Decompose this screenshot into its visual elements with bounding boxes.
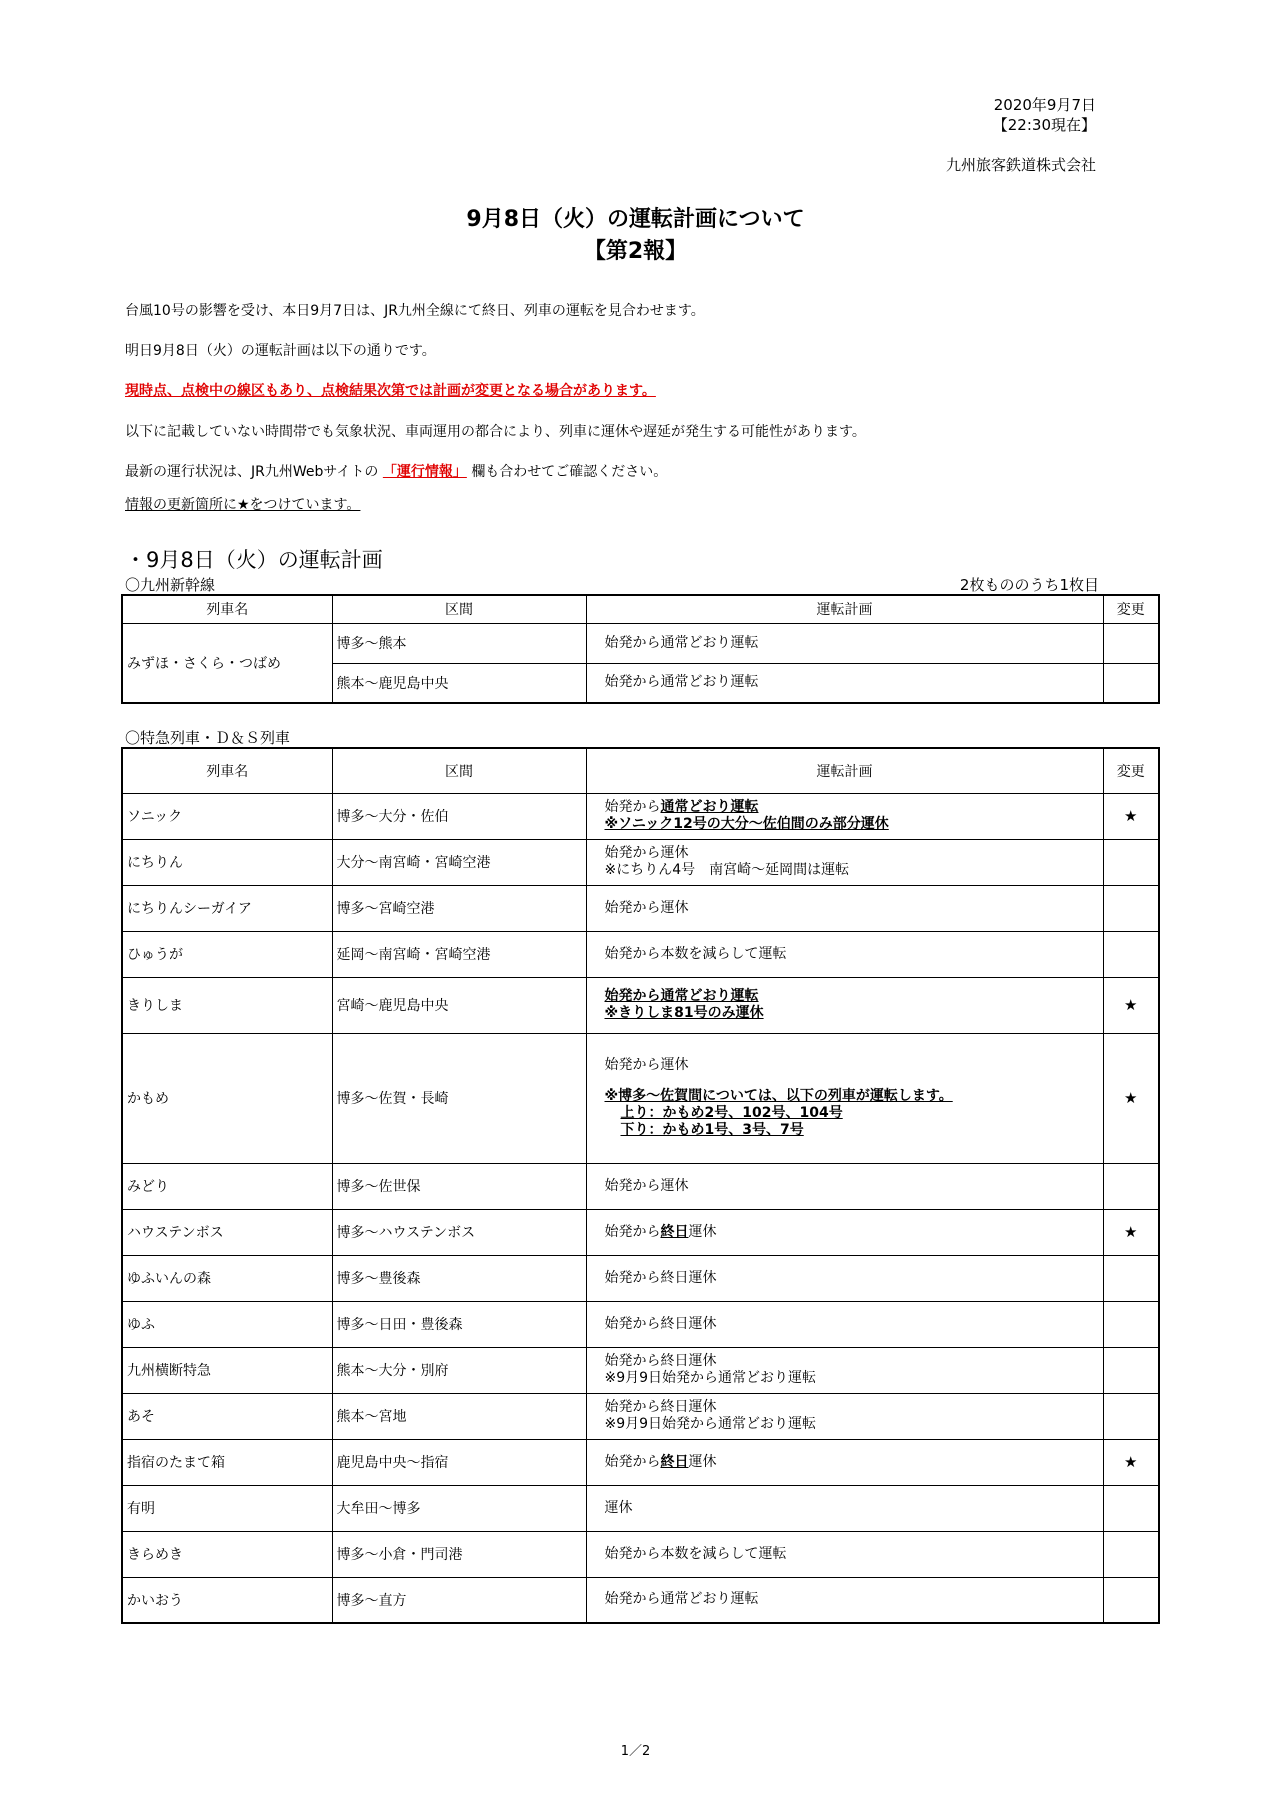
change-cell <box>1103 623 1159 663</box>
table-row <box>122 1485 1159 1531</box>
change-cell <box>1103 1393 1159 1439</box>
website-prefix: 最新の運行状況は、JR九州Webサイトの <box>125 464 379 480</box>
plan-up-trains: 上り：かもめ2号、102号、104号 <box>620 1105 843 1121</box>
section-cell: 博多～大分・佐伯 <box>332 793 586 839</box>
section-cell: 大牟田～博多 <box>332 1485 586 1531</box>
plan-cell <box>586 793 1103 839</box>
change-star: ★ <box>1103 793 1159 839</box>
notice-update-mark: 情報の更新箇所に★をつけています。 <box>125 497 361 513</box>
plan-text: 始発から終日運休 <box>604 1353 717 1369</box>
table-row <box>122 1301 1159 1347</box>
plan-note: ※にちりん4号 南宮崎～延岡間は運転 <box>604 862 850 878</box>
limited-express-label: 〇特急列車・Ｄ＆Ｓ列車 <box>125 729 291 747</box>
shinkansen-table <box>121 594 1160 704</box>
plan-text: 始発から <box>604 1453 661 1470</box>
plan-updated-text: 終日 <box>660 1223 689 1240</box>
change-cell <box>1103 1163 1159 1209</box>
train-name: かいおう <box>122 1577 332 1623</box>
plan-cell: 始発から通常どおり運転 <box>586 623 1103 663</box>
plan-text: 運休 <box>688 1453 717 1470</box>
page-title: 9月8日（火）の運転計画について <box>466 207 805 232</box>
plan-cell <box>586 1209 1103 1255</box>
table-row <box>122 1577 1159 1623</box>
table-row <box>122 793 1159 839</box>
section-cell: 博多～直方 <box>332 1577 586 1623</box>
plan-note: ※博多～佐賀間については、以下の列車が運転します。 <box>604 1088 953 1104</box>
plan-cell: 始発から本数を減らして運転 <box>586 1531 1103 1577</box>
change-cell <box>1103 1347 1159 1393</box>
col-train: 列車名 <box>122 595 332 623</box>
change-cell <box>1103 1485 1159 1531</box>
change-cell <box>1103 1255 1159 1301</box>
table-row <box>122 1255 1159 1301</box>
plan-updated-text: 終日 <box>660 1453 689 1470</box>
col-section: 区間 <box>332 748 586 793</box>
limited-express-table <box>121 747 1160 1624</box>
plan-updated-text: 通常どおり運転 <box>660 799 759 815</box>
operation-info-link[interactable]: 「運行情報」 <box>382 464 467 480</box>
notice-typhoon: 台風10号の影響を受け、本日9月7日は、JR九州全線にて終日、列車の運転を見合わせます。 <box>125 303 705 319</box>
table-row <box>122 839 1159 885</box>
section-cell: 宮崎～鹿児島中央 <box>332 977 586 1033</box>
train-name: きりしま <box>122 977 332 1033</box>
table-header-row <box>122 595 1159 623</box>
change-star: ★ <box>1103 1209 1159 1255</box>
section-cell: 博多～宮崎空港 <box>332 885 586 931</box>
section-cell: 鹿児島中央～指宿 <box>332 1439 586 1485</box>
train-name: にちりんシーガイア <box>122 885 332 931</box>
section-cell: 熊本～鹿児島中央 <box>332 663 586 703</box>
plan-text: 始発から <box>604 799 661 815</box>
plan-updated-text: 始発から通常どおり運転 <box>604 988 759 1004</box>
table-row <box>122 1393 1159 1439</box>
plan-cell: 運休 <box>586 1485 1103 1531</box>
table-row <box>122 977 1159 1033</box>
notice-warning: 現時点、点検中の線区もあり、点検結果次第では計画が変更となる場合があります。 <box>125 383 656 399</box>
table-row <box>122 1163 1159 1209</box>
train-name: ゆふいんの森 <box>122 1255 332 1301</box>
change-cell <box>1103 663 1159 703</box>
train-name: 九州横断特急 <box>122 1347 332 1393</box>
change-star: ★ <box>1103 1439 1159 1485</box>
train-name: きらめき <box>122 1531 332 1577</box>
section-title: ・9月8日（火）の運転計画 <box>125 548 383 572</box>
col-plan: 運転計画 <box>586 748 1103 793</box>
table-row <box>122 1439 1159 1485</box>
col-train: 列車名 <box>122 748 332 793</box>
plan-text: 始発から <box>604 1223 661 1240</box>
plan-cell <box>586 977 1103 1033</box>
col-change: 変更 <box>1103 748 1159 793</box>
section-cell: 熊本～宮地 <box>332 1393 586 1439</box>
plan-cell: 始発から終日運休 <box>586 1301 1103 1347</box>
train-name: にちりん <box>122 839 332 885</box>
header-time: 【22:30現在】 <box>992 116 1096 134</box>
train-name: ひゅうが <box>122 931 332 977</box>
table-row <box>122 1347 1159 1393</box>
section-cell: 博多～熊本 <box>332 623 586 663</box>
plan-cell: 始発から終日運休 <box>586 1255 1103 1301</box>
change-cell <box>1103 839 1159 885</box>
table-row <box>122 1209 1159 1255</box>
plan-cell <box>586 1033 1103 1163</box>
table-row <box>122 1033 1159 1163</box>
section-cell: 博多～豊後森 <box>332 1255 586 1301</box>
table-row <box>122 885 1159 931</box>
plan-cell: 始発から運休 <box>586 1163 1103 1209</box>
plan-cell <box>586 1393 1103 1439</box>
plan-cell <box>586 1439 1103 1485</box>
col-section: 区間 <box>332 595 586 623</box>
col-change: 変更 <box>1103 595 1159 623</box>
notice-plan-intro: 明日9月8日（火）の運転計画は以下の通りです。 <box>125 343 436 359</box>
section-cell: 大分～南宮崎・宮崎空港 <box>332 839 586 885</box>
table-row <box>122 623 1159 663</box>
page-subtitle: 【第2報】 <box>583 239 688 264</box>
change-cell <box>1103 1531 1159 1577</box>
train-name: ソニック <box>122 793 332 839</box>
website-suffix: 欄も合わせてご確認ください。 <box>471 464 668 480</box>
shinkansen-label: 〇九州新幹線 <box>125 576 216 594</box>
change-cell <box>1103 1301 1159 1347</box>
plan-note: ※ソニック12号の大分～佐伯間のみ部分運休 <box>604 816 889 832</box>
section-cell: 博多～佐世保 <box>332 1163 586 1209</box>
notice-delay: 以下に記載していない時間帯でも気象状況、車両運用の都合により、列車に運休や遅延が発生する可能性があります。 <box>125 424 866 440</box>
train-name: 有明 <box>122 1485 332 1531</box>
train-name: かもめ <box>122 1033 332 1163</box>
train-name: 指宿のたまて箱 <box>122 1439 332 1485</box>
train-name: ハウステンボス <box>122 1209 332 1255</box>
train-name: ゆふ <box>122 1301 332 1347</box>
table-row <box>122 1531 1159 1577</box>
change-star: ★ <box>1103 1033 1159 1163</box>
table-row <box>122 931 1159 977</box>
plan-cell: 始発から通常どおり運転 <box>586 1577 1103 1623</box>
train-name: みどり <box>122 1163 332 1209</box>
train-name: みずほ・さくら・つばめ <box>122 623 332 703</box>
page-number: 1／2 <box>620 1744 651 1759</box>
plan-text: 始発から運休 <box>604 1057 689 1073</box>
sheet-note: 2枚もののうち1枚目 <box>959 576 1099 594</box>
section-cell: 熊本～大分・別府 <box>332 1347 586 1393</box>
company-name: 九州旅客鉄道株式会社 <box>945 156 1096 174</box>
plan-note: ※9月9日始発から通常どおり運転 <box>604 1416 817 1432</box>
section-cell: 博多～日田・豊後森 <box>332 1301 586 1347</box>
section-cell: 博多～佐賀・長崎 <box>332 1033 586 1163</box>
plan-note: ※9月9日始発から通常どおり運転 <box>604 1370 817 1386</box>
col-plan: 運転計画 <box>586 595 1103 623</box>
plan-cell: 始発から本数を減らして運転 <box>586 931 1103 977</box>
section-cell: 博多～小倉・門司港 <box>332 1531 586 1577</box>
plan-cell <box>586 1347 1103 1393</box>
plan-text: 始発から終日運休 <box>604 1399 717 1415</box>
change-cell <box>1103 885 1159 931</box>
plan-text: 運休 <box>688 1223 717 1240</box>
table-header-row <box>122 748 1159 793</box>
plan-note: ※きりしま81号のみ運休 <box>604 1005 764 1021</box>
change-star: ★ <box>1103 977 1159 1033</box>
notice-website <box>125 461 667 481</box>
section-cell: 博多～ハウステンボス <box>332 1209 586 1255</box>
header-date: 2020年9月7日 <box>993 96 1096 114</box>
plan-cell <box>586 839 1103 885</box>
plan-text: 始発から運休 <box>604 845 689 861</box>
plan-cell: 始発から通常どおり運転 <box>586 663 1103 703</box>
plan-cell: 始発から運休 <box>586 885 1103 931</box>
train-name: あそ <box>122 1393 332 1439</box>
section-cell: 延岡～南宮崎・宮崎空港 <box>332 931 586 977</box>
plan-down-trains: 下り：かもめ1号、3号、7号 <box>620 1122 804 1138</box>
change-cell <box>1103 1577 1159 1623</box>
change-cell <box>1103 931 1159 977</box>
